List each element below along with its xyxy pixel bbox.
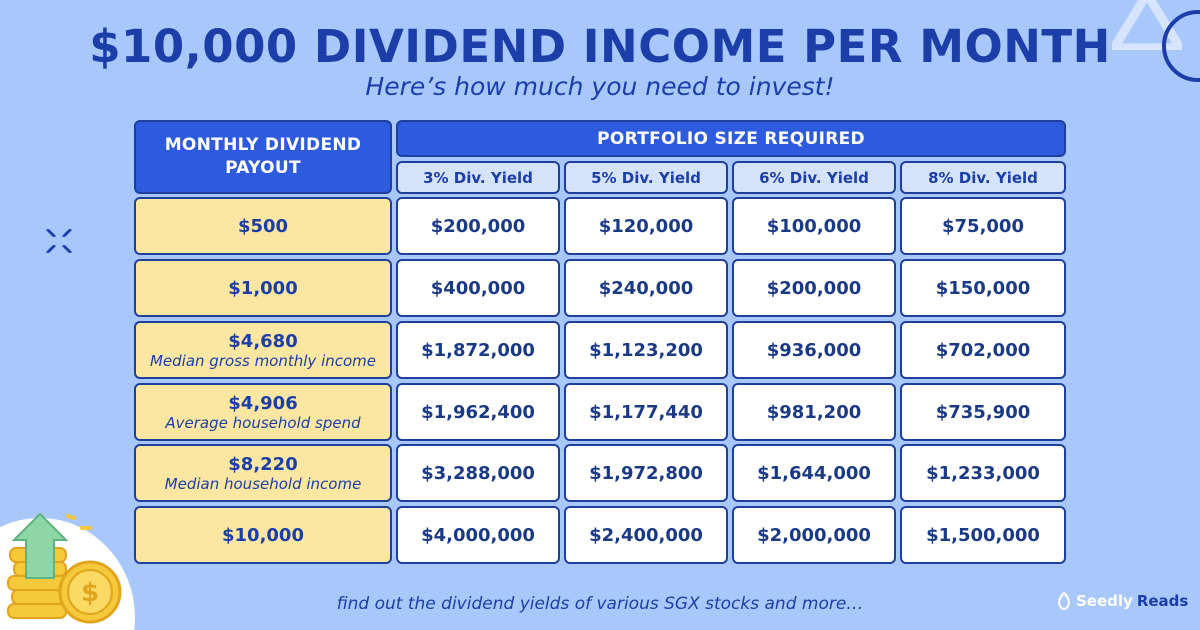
table-cell: $400,000 <box>396 259 560 317</box>
payout-cell <box>134 506 392 564</box>
seedly-logo-icon <box>1056 592 1072 610</box>
table-cell: $1,972,800 <box>564 444 728 502</box>
payout-amount: $4,680 <box>228 330 298 352</box>
table-cell: $120,000 <box>564 197 728 255</box>
table-cell: $1,233,000 <box>900 444 1066 502</box>
table-cell: $936,000 <box>732 321 896 379</box>
table-cell: $1,962,400 <box>396 383 560 441</box>
table-cell: $735,900 <box>900 383 1066 441</box>
table-cell: $981,200 <box>732 383 896 441</box>
payout-amount: $4,906 <box>228 392 298 414</box>
payout-cell <box>134 321 392 379</box>
table-cell: $4,000,000 <box>396 506 560 564</box>
sparkle-x-icon <box>44 226 74 256</box>
portfolio-table <box>134 120 1066 564</box>
table-cell: $1,872,000 <box>396 321 560 379</box>
svg-text:$: $ <box>80 578 100 608</box>
yield-header-6: 6% Div. Yield <box>732 161 896 194</box>
payout-cell <box>134 444 392 502</box>
payout-note: Median gross monthly income <box>149 351 377 370</box>
payout-cell <box>134 383 392 441</box>
payout-note: Average household spend <box>165 413 361 432</box>
payout-amount: $1,000 <box>228 277 298 299</box>
page-title: $10,000 DIVIDEND INCOME PER MONTH <box>89 20 1111 73</box>
table-cell: $2,400,000 <box>564 506 728 564</box>
page-subtitle: Here’s how much you need to invest! <box>365 72 835 101</box>
yield-header-3: 3% Div. Yield <box>396 161 560 194</box>
table-cell: $75,000 <box>900 197 1066 255</box>
table-cell: $702,000 <box>900 321 1066 379</box>
table-cell: $150,000 <box>900 259 1066 317</box>
table-cell: $2,000,000 <box>732 506 896 564</box>
brand-name-reads: Reads <box>1136 592 1189 610</box>
table-cell: $100,000 <box>732 197 896 255</box>
table-cell: $3,288,000 <box>396 444 560 502</box>
portfolio-size-header: PORTFOLIO SIZE REQUIRED <box>396 120 1066 157</box>
table-cell: $1,123,200 <box>564 321 728 379</box>
payout-cell <box>134 259 392 317</box>
yield-header-8: 8% Div. Yield <box>900 161 1066 194</box>
table-cell: $1,644,000 <box>732 444 896 502</box>
monthly-dividend-payout-header: MONTHLY DIVIDEND PAYOUT <box>134 120 392 194</box>
table-cell: $1,177,440 <box>564 383 728 441</box>
brand-name-seedly: Seedly <box>1076 592 1133 610</box>
seedly-reads-logo <box>1056 592 1188 610</box>
table-cell: $1,500,000 <box>900 506 1066 564</box>
footer-caption: find out the dividend yields of various SGX stocks and more… <box>336 594 864 614</box>
payout-cell <box>134 197 392 255</box>
yield-header-5: 5% Div. Yield <box>564 161 728 194</box>
payout-amount: $10,000 <box>222 524 304 546</box>
payout-amount: $500 <box>237 215 289 237</box>
table-cell: $200,000 <box>396 197 560 255</box>
table-cell: $200,000 <box>732 259 896 317</box>
table-cell: $240,000 <box>564 259 728 317</box>
payout-note: Median household income <box>164 474 362 493</box>
payout-amount: $8,220 <box>228 453 298 475</box>
